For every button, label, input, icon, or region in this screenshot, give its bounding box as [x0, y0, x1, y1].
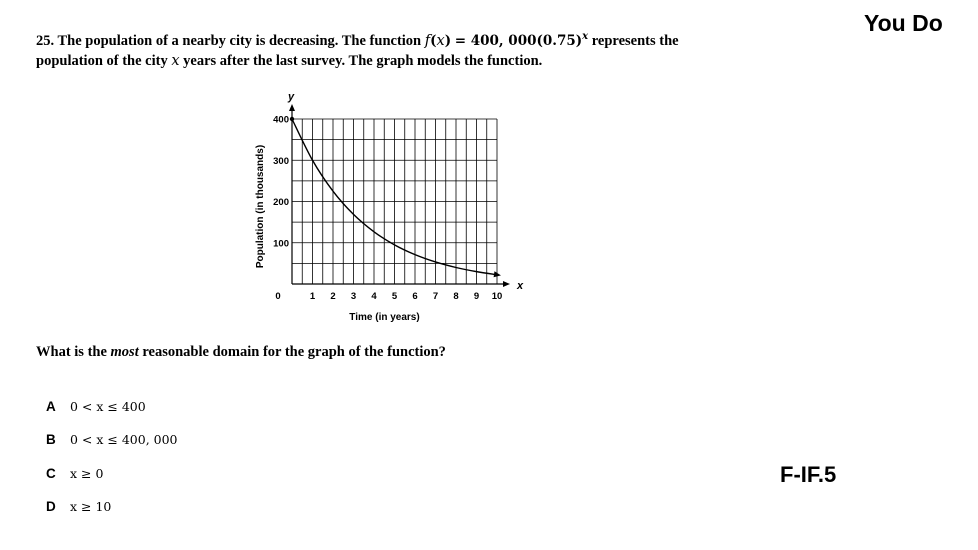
prompt-text-a: What is the — [36, 344, 107, 360]
question-number: 25. — [36, 33, 55, 49]
prompt-emphasis: most — [110, 344, 139, 360]
you-do-label: You Do — [864, 10, 943, 36]
function-name: f — [424, 33, 431, 49]
choice-b[interactable] — [46, 431, 178, 451]
population-graph — [240, 84, 530, 324]
question-line-2 — [36, 53, 542, 70]
x-tick-label: 4 — [371, 291, 377, 302]
origin-label: 0 — [275, 291, 281, 302]
y-tick-label: 100 — [273, 238, 289, 250]
x-axis-arrow — [503, 281, 510, 287]
question-text-b: represents the — [591, 33, 679, 49]
choice-expression: x ≥ 10 — [70, 499, 112, 514]
y-axis-label: Population (in thousands) — [255, 144, 266, 269]
x-axis-letter: x — [517, 280, 524, 292]
question-text-a: The population of a nearby city is decreasing. The function — [57, 33, 422, 49]
x-tick-label: 1 — [309, 291, 316, 302]
choice-expression: x ≥ 0 — [70, 466, 104, 481]
x-axis-label: Time (in years) — [349, 312, 420, 323]
choice-letter: A — [46, 399, 56, 414]
function-exponent: x — [582, 31, 589, 42]
choice-d[interactable] — [46, 498, 111, 518]
standard-code: F-IF.5 — [780, 462, 837, 487]
graph-grid — [292, 119, 497, 284]
x-tick-label: 5 — [391, 291, 398, 302]
x-tick-label: 10 — [491, 291, 503, 302]
y-tick-label: 200 — [273, 197, 289, 208]
prompt-text-b: reasonable domain for the graph of the function? — [142, 344, 446, 360]
x-tick-label: 2 — [330, 291, 336, 302]
function-rhs: = 400, 000(0.75) — [454, 33, 583, 49]
y-axis-arrow — [289, 104, 295, 111]
question-line-1: 25. The population of a nearby city is decreasing. The function f(x) = 400, $000(0.75)^x$ represents the — [36, 31, 679, 49]
choice-letter: B — [46, 432, 56, 447]
variable-x: x — [171, 53, 180, 69]
choice-c[interactable] — [46, 465, 103, 485]
choice-expression: 0 < x ≤ 400, 000 — [70, 432, 178, 447]
question-text-d: years after the last survey. The graph models the function. — [183, 53, 543, 69]
choice-letter: D — [46, 499, 56, 514]
x-tick-label: 8 — [453, 291, 459, 302]
choice-expression: 0 < x ≤ 400 — [70, 399, 146, 414]
curve-start-point — [290, 117, 294, 121]
y-tick-label: 400 — [273, 114, 289, 126]
choice-letter: C — [46, 466, 56, 481]
y-tick-label: 300 — [273, 155, 289, 167]
choice-a[interactable] — [46, 398, 146, 418]
graph-marks — [290, 117, 501, 277]
x-tick-label: 9 — [473, 291, 480, 302]
x-tick-label: 7 — [432, 291, 439, 302]
x-tick-label: 6 — [412, 291, 418, 302]
question-prompt — [36, 344, 446, 361]
x-tick-label: 3 — [350, 291, 357, 302]
y-axis-letter: y — [287, 91, 295, 103]
function-arg: x — [436, 33, 445, 49]
question-text-c: population of the city — [36, 53, 168, 69]
